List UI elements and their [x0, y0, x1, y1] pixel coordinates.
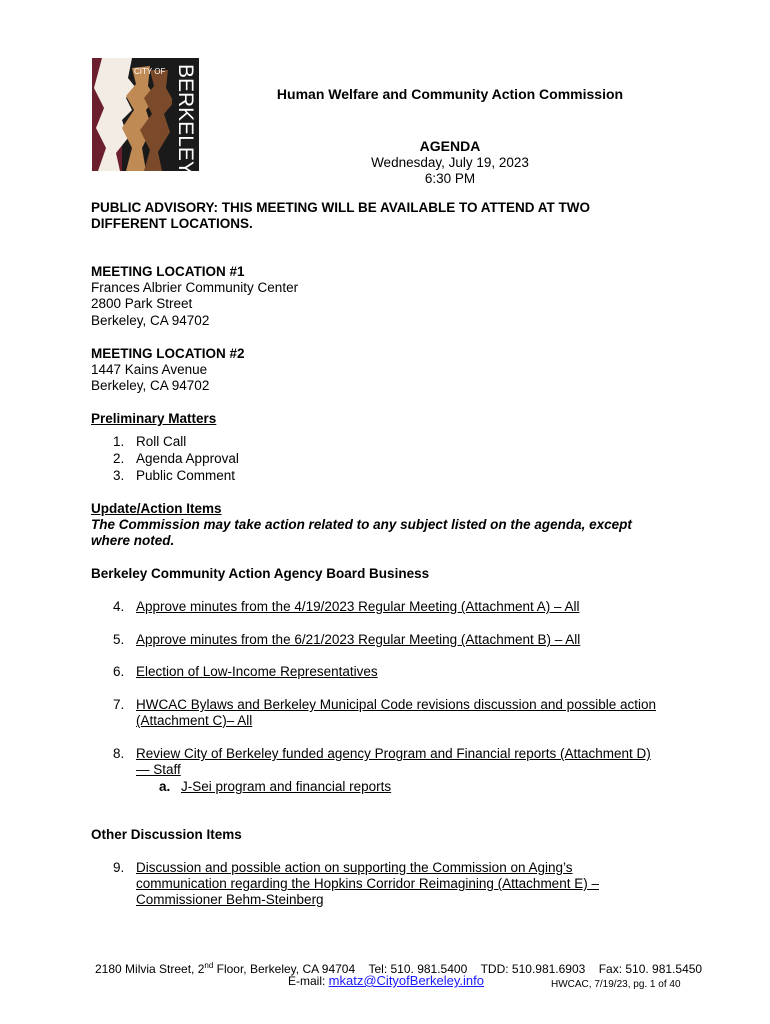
item-number: 6. [113, 664, 125, 679]
item-number: 3. [113, 468, 125, 483]
footer-address-superscript: nd [204, 961, 214, 970]
location-2-city: Berkeley, CA 94702 [91, 378, 210, 393]
public-advisory-line-1: PUBLIC ADVISORY: THIS MEETING WILL BE AVAILABLE TO ATTEND AT TWO [91, 200, 590, 215]
item-text-line-2[interactable]: — Staff [136, 762, 181, 777]
list-item [113, 451, 239, 468]
footer-email-line [288, 973, 484, 990]
footer-fax: Fax: 510. 981.5450 [598, 962, 703, 976]
update-action-heading: Update/Action Items [91, 501, 222, 516]
footer-telephone: Tel: 510. 981.5400 [368, 962, 468, 976]
item-number: 8. [113, 746, 125, 761]
item-text: Agenda Approval [136, 451, 239, 466]
item-number: 2. [113, 451, 125, 466]
item-number: 7. [113, 697, 125, 712]
agenda-title: AGENDA [419, 138, 481, 154]
location-1-name: Frances Albrier Community Center [91, 280, 299, 295]
list-item [113, 468, 236, 485]
preliminary-matters-heading: Preliminary Matters [91, 411, 217, 426]
item-text-line-2[interactable]: (Attachment C)– All [136, 713, 253, 728]
footer-page-number: HWCAC, 7/19/23, pg. 1 of 40 [551, 979, 681, 990]
footer-tdd: TDD: 510.981.6903 [480, 962, 586, 976]
public-advisory-line-2: DIFFERENT LOCATIONS. [91, 216, 253, 231]
item-text[interactable]: Approve minutes from the 4/19/2023 Regular Meeting (Attachment A) – All [136, 599, 580, 614]
item-text-line-1[interactable]: HWCAC Bylaws and Berkeley Municipal Code revisions discussion and possible action [136, 697, 656, 712]
footer-address-rest: Floor, Berkeley, CA 94704 [213, 962, 356, 976]
logo-berkeley-text: BERKELEY [174, 64, 197, 171]
footer-email-link[interactable]: mkatz@CityofBerkeley.info [328, 973, 484, 988]
meeting-time: 6:30 PM [424, 171, 476, 186]
location-2-street: 1447 Kains Avenue [91, 362, 208, 377]
item-text: Public Comment [136, 468, 236, 483]
item-text-line-3[interactable]: Commissioner Behm-Steinberg [136, 892, 324, 907]
location-1-heading: MEETING LOCATION #1 [91, 264, 245, 279]
item-text-line-1[interactable]: Discussion and possible action on supporting the Commission on Aging’s [136, 860, 573, 875]
location-2-heading: MEETING LOCATION #2 [91, 346, 245, 361]
item-number: 9. [113, 860, 125, 875]
item-text-line-2[interactable]: communication regarding the Hopkins Corridor Reimagining (Attachment E) – [136, 876, 599, 891]
location-1-city: Berkeley, CA 94702 [91, 313, 210, 328]
update-action-note-line-2: where noted. [91, 533, 175, 548]
subitem-text[interactable]: J-Sei program and financial reports [181, 779, 392, 794]
item-number: 4. [113, 599, 125, 614]
item-text[interactable]: Election of Low-Income Representatives [136, 664, 378, 679]
subitem-letter: a. [159, 779, 171, 794]
update-action-note-line-1: The Commission may take action related to any subject listed on the agenda, except [91, 517, 632, 532]
logo-city-of-text: CITY OF [134, 67, 166, 76]
item-number: 5. [113, 632, 125, 647]
location-1-street: 2800 Park Street [91, 296, 193, 311]
item-text: Roll Call [136, 434, 187, 449]
commission-title: Human Welfare and Community Action Commission [276, 86, 624, 102]
agenda-subitem-8a [159, 779, 392, 796]
footer-email-label: E-mail: [288, 974, 329, 988]
meeting-date: Wednesday, July 19, 2023 [371, 155, 529, 170]
item-text[interactable]: Approve minutes from the 6/21/2023 Regular Meeting (Attachment B) – All [136, 632, 581, 647]
other-discussion-heading: Other Discussion Items [91, 827, 242, 842]
city-of-berkeley-logo [92, 58, 199, 171]
item-number: 1. [113, 434, 125, 449]
item-text-line-1[interactable]: Review City of Berkeley funded agency Program and Financial reports (Attachment D) [136, 746, 651, 761]
footer-address: 2180 Milvia Street, 2 [95, 962, 205, 976]
board-business-heading: Berkeley Community Action Agency Board Business [91, 566, 430, 581]
list-item [113, 434, 187, 451]
